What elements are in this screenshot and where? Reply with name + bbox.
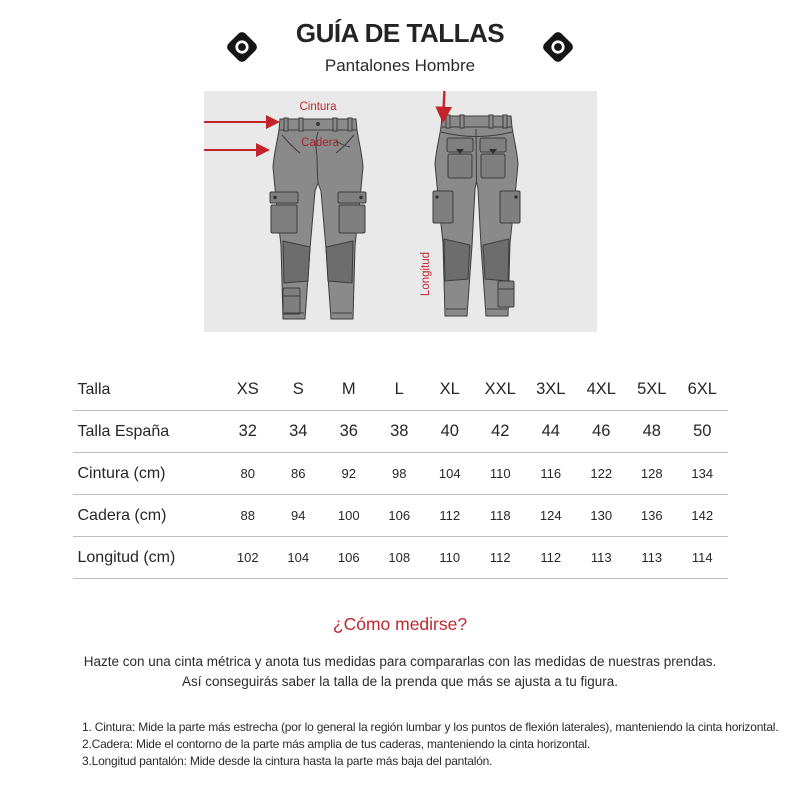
size-value-cell: 112: [489, 550, 511, 565]
size-value-cell: 44: [541, 422, 560, 440]
size-value-cell: 130: [590, 508, 613, 523]
how-to-measure-intro: [0, 652, 800, 692]
pants-measurement-figure: [204, 91, 597, 332]
size-table-row-label: Talla: [77, 380, 111, 398]
size-value-cell: XXL: [484, 380, 516, 398]
size-value-cell: 116: [540, 466, 562, 481]
size-value-cell: 122: [590, 466, 613, 481]
pants-back-view: [433, 115, 520, 316]
size-value-cell: 88: [240, 508, 255, 523]
size-value-cell: 113: [590, 550, 612, 565]
size-value-cell: 142: [691, 508, 714, 523]
size-value-cell: 36: [339, 422, 358, 440]
size-table-row-label: Cintura (cm): [77, 464, 166, 482]
size-value-cell: 46: [592, 422, 611, 440]
size-table: [73, 369, 728, 579]
brand-diamond-bullseye-icon-left: [222, 27, 262, 67]
size-value-cell: 124: [539, 508, 562, 523]
size-value-cell: 98: [392, 466, 407, 481]
size-value-cell: 80: [240, 466, 255, 481]
size-value-cell: 108: [388, 550, 411, 565]
size-value-cell: 110: [489, 466, 511, 481]
measure-step: 2.Cadera: Mide el contorno de la parte más amplia de tus caderas, manteniendo la cinta horizontal.: [82, 737, 591, 751]
size-value-cell: 86: [291, 466, 306, 481]
page-title: GUÍA DE TALLAS: [295, 18, 505, 48]
how-to-measure-section: [0, 614, 800, 692]
measure-step: 1. Cintura: Mide la parte más estrecha (por lo general la región lumbar y los puntos de flexión laterales), manteniendo la cinta horizontal.: [82, 720, 779, 734]
size-value-cell: 118: [489, 508, 511, 523]
pants-illustration: [204, 91, 597, 332]
size-value-cell: 136: [640, 508, 663, 523]
size-value-cell: 113: [641, 550, 663, 565]
size-value-cell: S: [292, 380, 304, 398]
size-value-cell: 6XL: [687, 380, 717, 398]
size-value-cell: 48: [642, 422, 661, 440]
hip-label: Cadera: [300, 137, 339, 149]
size-value-cell: 106: [388, 508, 411, 523]
size-value-cell: 3XL: [536, 380, 566, 398]
size-value-cell: 92: [341, 466, 356, 481]
size-value-cell: 5XL: [637, 380, 667, 398]
size-value-cell: 102: [236, 550, 259, 565]
intro-line-2: Así conseguirás saber la talla de la prenda que más se ajusta a tu figura.: [181, 674, 618, 689]
size-table-row: [73, 411, 728, 453]
size-table-row: [73, 369, 728, 411]
size-value-cell: 38: [390, 422, 409, 440]
size-value-cell: XS: [236, 380, 259, 398]
header: [0, 18, 800, 76]
size-table-row-label: Cadera (cm): [77, 506, 167, 524]
size-value-cell: 112: [439, 508, 461, 523]
size-value-cell: 4XL: [586, 380, 616, 398]
size-value-cell: 128: [640, 466, 663, 481]
measure-steps-list: [72, 719, 779, 770]
size-value-cell: 112: [540, 550, 562, 565]
page-subtitle: Pantalones Hombre: [324, 56, 476, 75]
size-table-row: [73, 537, 728, 579]
size-value-cell: 42: [491, 422, 510, 440]
size-value-cell: 114: [691, 550, 713, 565]
intro-line-1: Hazte con una cinta métrica y anota tus medidas para compararlas con las medidas de nuestras prendas.: [83, 654, 717, 669]
size-table-row-label: Longitud (cm): [77, 548, 176, 566]
size-value-cell: 104: [287, 550, 310, 565]
size-value-cell: 100: [337, 508, 360, 523]
brand-diamond-bullseye-icon-right: [538, 27, 578, 67]
size-value-cell: 32: [238, 422, 257, 440]
size-value-cell: 34: [289, 422, 308, 440]
measure-step: 3.Longitud pantalón: Mide desde la cintura hasta la parte más baja del pantalón.: [82, 754, 493, 768]
length-label: Longitud: [419, 251, 432, 297]
size-table-row: [73, 495, 728, 537]
size-value-cell: 104: [438, 466, 461, 481]
size-value-cell: 106: [337, 550, 360, 565]
how-to-measure-title: ¿Cómo medirse?: [332, 614, 468, 634]
size-value-cell: 110: [439, 550, 461, 565]
size-value-cell: XL: [439, 380, 460, 398]
size-value-cell: L: [394, 380, 404, 398]
size-table-row-label: Talla España: [77, 422, 170, 440]
size-value-cell: 134: [691, 466, 714, 481]
title-block: [296, 18, 504, 76]
waist-label: Cintura: [298, 101, 337, 113]
size-value-cell: 94: [291, 508, 306, 523]
size-value-cell: M: [341, 380, 356, 398]
size-table-row: [73, 453, 728, 495]
size-value-cell: 50: [693, 422, 712, 440]
size-value-cell: 40: [440, 422, 459, 440]
